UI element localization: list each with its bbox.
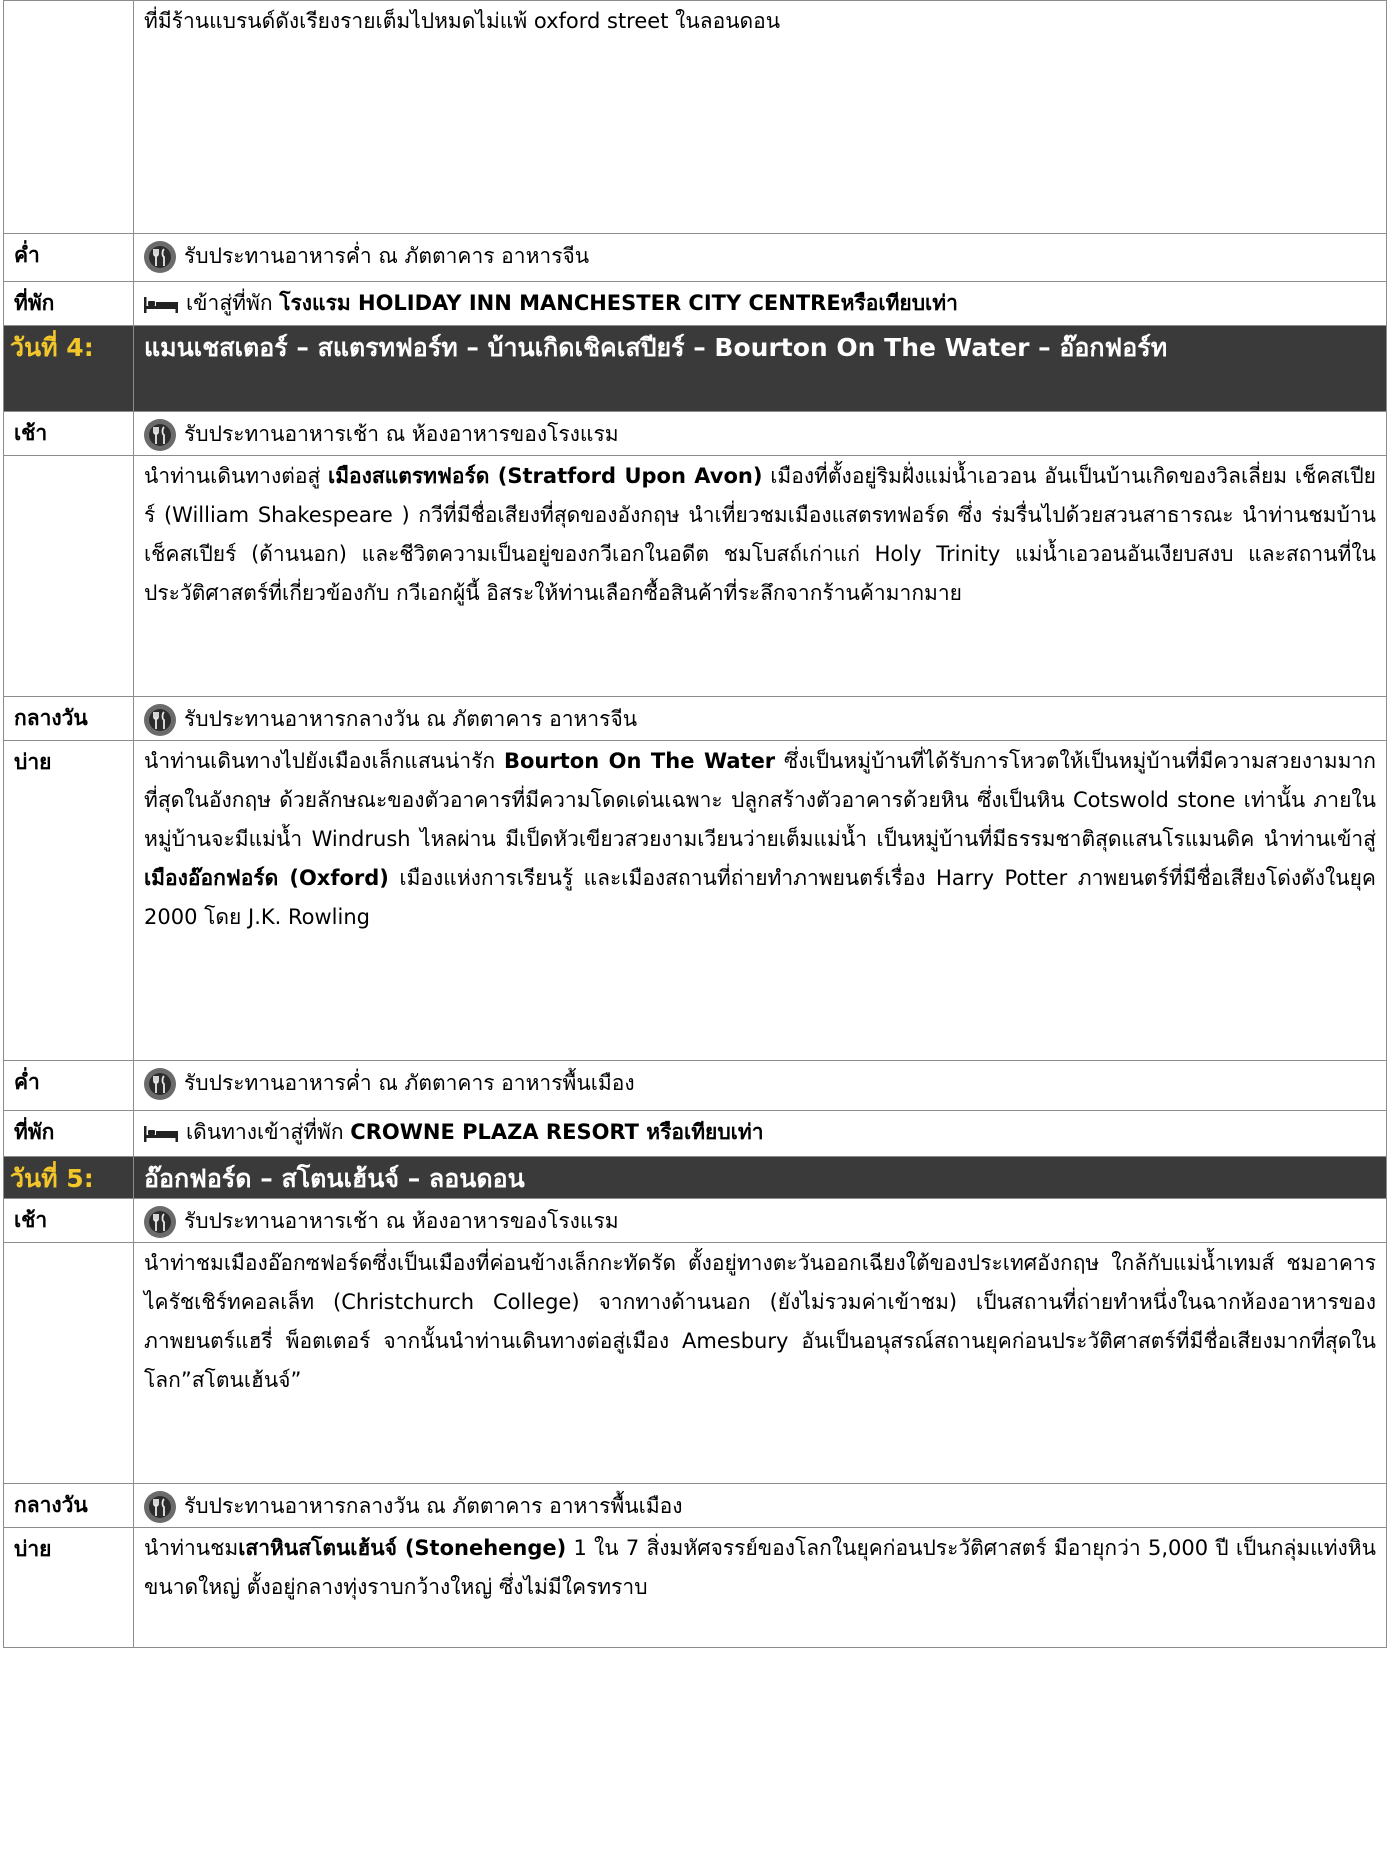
text-part: เมืองที่ตั้งอยู่ริมฝั่งแม่น้ำเอวอน อันเป็นบ้านเกิดของวิลเลี่ยม เช็คสเปียร์ (William Shakespeare ) กวีที่มีชื่อเสียงที่สุดของอังกฤษ นำเที่ยวชมเมืองแสตรทฟอร์ด ซึ่ง ร่มรื่นไปด้วยสวนสาธารณะ นำท่านชมบ้านเช็คสเปียร์ (ด้านนอก) และชีวิตความเป็นอยู่ของกวีเอกในอดีต ชมโบสถ์เก่าแก่ Holy Trinity แม่น้ำเอวอนอันเงียบสงบ และสถานที่ในประวัติศาสตร์ที่เกี่ยวข้องกับ กวีเอกผู้นี้ อิสระให้ท่านเลือกซื้อสินค้าที่ระลึกจากร้านค้ามากมาย: [144, 464, 1376, 605]
hotel-name: โรงแรม HOLIDAY INN MANCHESTER CITY CENTREหรือเทียบเท่า: [279, 291, 958, 315]
morning-row: [4, 456, 1387, 697]
row-label: เช้า: [4, 412, 134, 456]
place-name: Bourton On The Water: [504, 749, 776, 773]
meal-cell: [134, 412, 1387, 456]
lunch-row: [4, 1484, 1387, 1528]
row-label: บ่าย: [4, 741, 134, 1061]
text-part: นำท่านเดินทางไปยังเมืองเล็กแสนน่ารัก: [144, 749, 504, 773]
breakfast-row: [4, 1199, 1387, 1243]
hotel-prefix: เดินทางเข้าสู่ที่พัก: [186, 1120, 351, 1144]
day-title: แมนเชสเตอร์ – สแตรทฟอร์ท – บ้านเกิดเชิคเสปียร์ – Bourton On The Water – อ๊อกฟอร์ท: [134, 326, 1387, 412]
day-label: วันที่ 5:: [4, 1157, 134, 1199]
dinner-row: [4, 234, 1387, 282]
hotel-cell: [134, 282, 1387, 326]
row-label: เช้า: [4, 1199, 134, 1243]
restaurant-icon: [144, 1068, 176, 1100]
hotel-cell: [134, 1111, 1387, 1157]
meal-cell: [134, 1199, 1387, 1243]
row-label: [4, 1243, 134, 1484]
row-label: กลางวัน: [4, 1484, 134, 1528]
row-label: ค่ำ: [4, 234, 134, 282]
dinner-row: [4, 1061, 1387, 1111]
meal-cell: [134, 1061, 1387, 1111]
intro-row: [4, 1, 1387, 234]
day-5-header: [4, 1157, 1387, 1199]
text-part: 1 ใน 7 สิ่งมหัศจรรย์ของโลกในยุคก่อนประวัติศาสตร์ มีอายุกว่า 5,000 ปี เป็นกลุ่มแท่งหินขนาดใหญ่ ตั้งอยู่กลางทุ่งราบกว้างใหญ่ ซึ่งไม่มีใครทราบ: [144, 1536, 1376, 1599]
morning-text: [134, 456, 1387, 697]
bed-icon: [144, 1124, 178, 1142]
restaurant-icon: [144, 419, 176, 451]
text-part: นำท่านชม: [144, 1536, 239, 1560]
restaurant-icon: [144, 241, 176, 273]
lunch-row: [4, 697, 1387, 741]
afternoon-row: [4, 1528, 1387, 1648]
text-part: นำท่านเดินทางต่อสู่: [144, 464, 329, 488]
place-name: เมืองอ๊อกฟอร์ด (Oxford): [144, 866, 389, 890]
row-label: [4, 456, 134, 697]
breakfast-row: [4, 412, 1387, 456]
meal-text: รับประทานอาหารเช้า ณ ห้องอาหารของโรงแรม: [184, 1209, 619, 1233]
row-label: ที่พัก: [4, 282, 134, 326]
meal-text: รับประทานอาหารเช้า ณ ห้องอาหารของโรงแรม: [184, 422, 619, 446]
day-4-header: [4, 326, 1387, 412]
hotel-row: [4, 1111, 1387, 1157]
hotel-name: CROWNE PLAZA RESORT หรือเทียบเท่า: [350, 1120, 764, 1144]
meal-cell: [134, 1484, 1387, 1528]
meal-cell: [134, 697, 1387, 741]
afternoon-text: [134, 741, 1387, 1061]
restaurant-icon: [144, 1491, 176, 1523]
place-name: เสาหินสโตนเฮ้นจ์ (Stonehenge): [238, 1536, 567, 1560]
day-label: วันที่ 4:: [4, 326, 134, 412]
bed-icon: [144, 295, 178, 313]
afternoon-row: [4, 741, 1387, 1061]
itinerary-table: [3, 0, 1387, 1648]
hotel-row: [4, 282, 1387, 326]
afternoon-text: [134, 1528, 1387, 1648]
restaurant-icon: [144, 704, 176, 736]
row-label: บ่าย: [4, 1528, 134, 1648]
row-label: [4, 1, 134, 234]
row-label: กลางวัน: [4, 697, 134, 741]
text-part: ซึ่งเป็นหมู่บ้านที่ได้รับการโหวตให้เป็นหมู่บ้านที่มีความสวยงามมากที่สุดในอังกฤษ ด้วยลักษณะของตัวอาคารที่มีความโดดเด่นเฉพาะ ปลูกสร้างตัวอาคารด้วยหิน ซึ่งเป็นหิน Cotswold stone เท่านั้น ภายในหมู่บ้านจะมีแม่น้ำ Windrush ไหลผ่าน มีเป็ดหัวเขียวสวยงามเวียนว่ายเต็มแม่น้ำ เป็นหมู่บ้านที่มีธรรมชาติสุดแสนโรแมนดิค นำท่านเข้าสู่: [144, 749, 1376, 851]
restaurant-icon: [144, 1206, 176, 1238]
meal-text: รับประทานอาหารกลางวัน ณ ภัตตาคาร อาหารพื้นเมือง: [184, 1494, 683, 1518]
meal-text: รับประทานอาหารกลางวัน ณ ภัตตาคาร อาหารจีน: [184, 707, 638, 731]
text-part: เมืองแห่งการเรียนรู้ และเมืองสถานที่ถ่ายทำภาพยนตร์เรื่อง Harry Potter ภาพยนตร์ที่มีชื่อเสียงโด่งดังในยุค 2000 โดย J.K. Rowling: [144, 866, 1376, 929]
day-title: อ๊อกฟอร์ด – สโตนเฮ้นจ์ – ลอนดอน: [134, 1157, 1387, 1199]
row-label: ที่พัก: [4, 1111, 134, 1157]
hotel-prefix: เข้าสู่ที่พัก: [186, 291, 280, 315]
row-label: ค่ำ: [4, 1061, 134, 1111]
morning-text: นำท่าชมเมืองอ๊อกซฟอร์ดซึ่งเป็นเมืองที่ค่อนข้างเล็กกะทัดรัด ตั้งอยู่ทางตะวันออกเฉียงใต้ของประเทศอังกฤษ ใกล้กับแม่น้ำเทมส์ ชมอาคารไครัชเชิร์ทคอลเล็ท (Christchurch College) จากทางด้านนอก (ยังไม่รวมค่าเข้าชม) เป็นสถานที่ถ่ายทำหนึ่งในฉากห้องอาหารของภาพยนตร์แฮรี่ พ็อตเตอร์ จากนั้นนำท่านเดินทางต่อสู่เมือง Amesbury อันเป็นอนุสรณ์สถานยุคก่อนประวัติศาสตร์ที่มีชื่อเสียงมากที่สุดในโลก”สโตนเฮ้นจ์”: [134, 1243, 1387, 1484]
meal-text: รับประทานอาหารค่ำ ณ ภัตตาคาร อาหารพื้นเมือง: [184, 1071, 635, 1095]
meal-text: รับประทานอาหารค่ำ ณ ภัตตาคาร อาหารจีน: [184, 244, 590, 268]
intro-text: ที่มีร้านแบรนด์ดังเรียงรายเต็มไปหมดไม่แพ้ oxford street ในลอนดอน: [134, 1, 1387, 234]
morning-row: [4, 1243, 1387, 1484]
meal-cell: [134, 234, 1387, 282]
place-name: เมืองสแตรทฟอร์ด (Stratford Upon Avon): [328, 464, 763, 488]
